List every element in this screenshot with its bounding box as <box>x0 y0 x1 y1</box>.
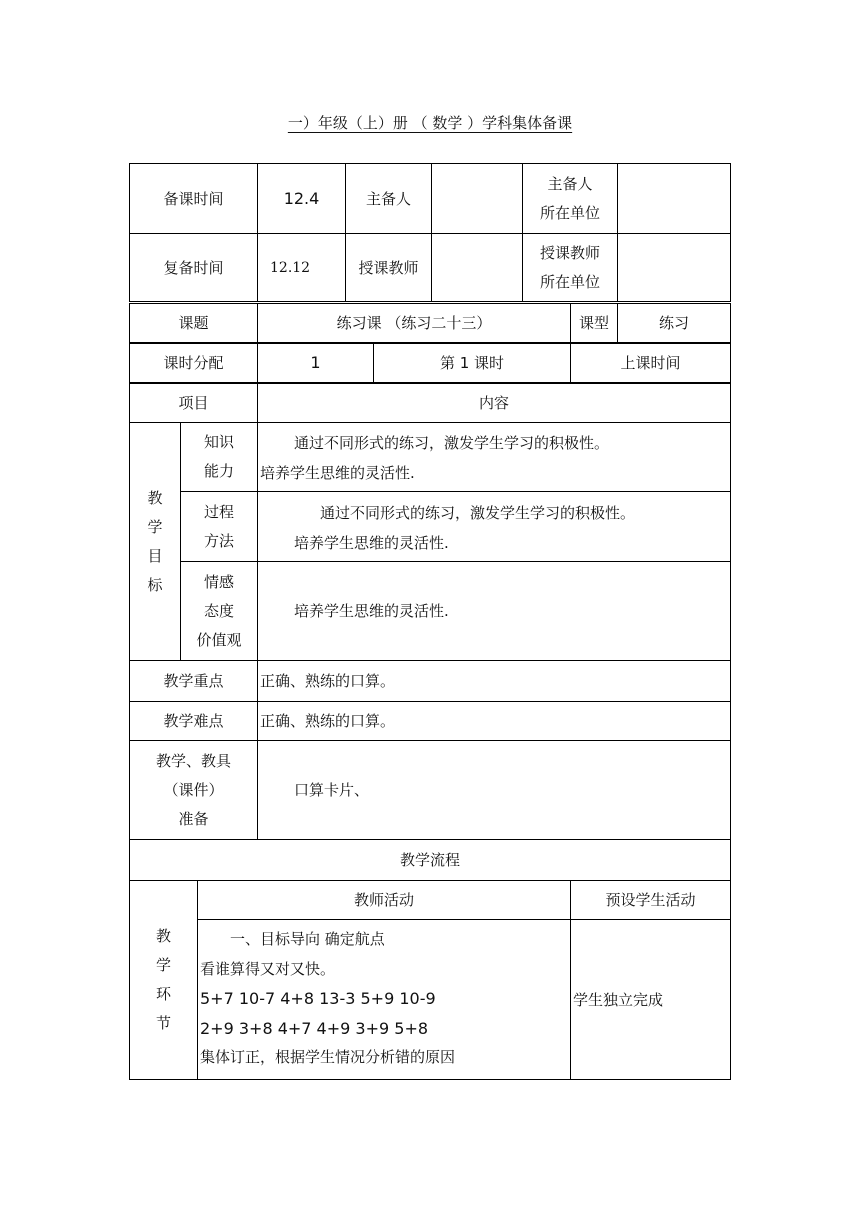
teaching-steps-label: 教 学 环 节 <box>129 880 198 1080</box>
lead-unit-label-line2: 所在单位 <box>539 203 600 222</box>
arithmetic-row-1: 5+7 10-7 4+8 13-3 5+9 10-9 <box>200 989 436 1008</box>
emotion-content: 培养学生思维的灵活性. <box>257 561 731 661</box>
lead-unit-label <box>522 163 618 234</box>
prep-time-value: 12.4 <box>257 163 346 234</box>
allocation-value: 1 <box>257 343 374 383</box>
lead-preparer-label: 主备人 <box>345 163 432 234</box>
student-activity-header: 预设学生活动 <box>570 880 731 920</box>
teaching-flow-header: 教学流程 <box>129 839 731 881</box>
flow-step-title: 一、目标导向 确定航点 <box>230 930 385 948</box>
review-time-value: 12.12 <box>257 233 346 302</box>
topic-label: 课题 <box>129 303 258 343</box>
allocation-label: 课时分配 <box>129 343 258 383</box>
lead-unit-label-line1: 主备人 <box>547 174 593 193</box>
document-title: 一）年级（上）册 （ 数学 ）学科集体备课 <box>287 114 573 132</box>
key-point-label: 教学重点 <box>129 660 258 702</box>
materials-value: 口算卡片、 <box>294 781 370 799</box>
difficulty-label: 教学难点 <box>129 701 258 741</box>
knowledge-label: 知识 能力 <box>180 422 258 492</box>
student-activity-value: 学生独立完成 <box>570 919 731 1080</box>
prep-time-label: 备课时间 <box>129 163 258 234</box>
key-point-value: 正确、熟练的口算。 <box>257 660 731 702</box>
difficulty-value: 正确、熟练的口算。 <box>257 701 731 741</box>
lead-unit-value <box>617 163 731 234</box>
item-header: 项目 <box>129 383 258 423</box>
lead-preparer-value <box>431 163 523 234</box>
review-time-label: 复备时间 <box>129 233 258 302</box>
lesson-type-label: 课型 <box>570 303 618 343</box>
teaching-goals-label: 教 学 目 标 <box>129 422 181 661</box>
process-label: 过程 方法 <box>180 491 258 562</box>
emotion-label: 情感 态度 价值观 <box>180 561 258 661</box>
teacher-unit-label <box>522 233 618 302</box>
teacher-activity-header: 教师活动 <box>197 880 571 920</box>
teacher-label: 授课教师 <box>345 233 432 302</box>
lesson-type-value: 练习 <box>617 303 731 343</box>
teacher-value <box>431 233 523 302</box>
materials-label: 教学、教具 （课件） 准备 <box>129 740 258 840</box>
teacher-activity-content: 一、目标导向 确定航点 看谁算得又对又快。 5+7 10-7 4+8 13-3 5+9 10-9 2+9 3+8 4+7 4+9 3+9 5+8 集体订正，根据学生情况分析错的原因 <box>197 919 571 1080</box>
teacher-unit-value <box>617 233 731 302</box>
teacher-unit-label-line1: 授课教师 <box>539 243 600 262</box>
materials-value-cell <box>257 740 731 840</box>
content-header: 内容 <box>257 383 731 423</box>
period-value: 第 1 课时 <box>373 343 571 383</box>
arithmetic-row-2: 2+9 3+8 4+7 4+9 3+9 5+8 <box>200 1018 429 1038</box>
knowledge-content: 通过不同形式的练习，激发学生学习的积极性。 培养学生思维的灵活性. <box>257 422 731 492</box>
topic-value: 练习课 （练习二十三） <box>257 303 571 343</box>
class-time-label: 上课时间 <box>570 343 731 383</box>
process-content: 通过不同形式的练习，激发学生学习的积极性。 培养学生思维的灵活性. <box>257 491 731 562</box>
teacher-unit-label-line2: 所在单位 <box>539 272 600 291</box>
